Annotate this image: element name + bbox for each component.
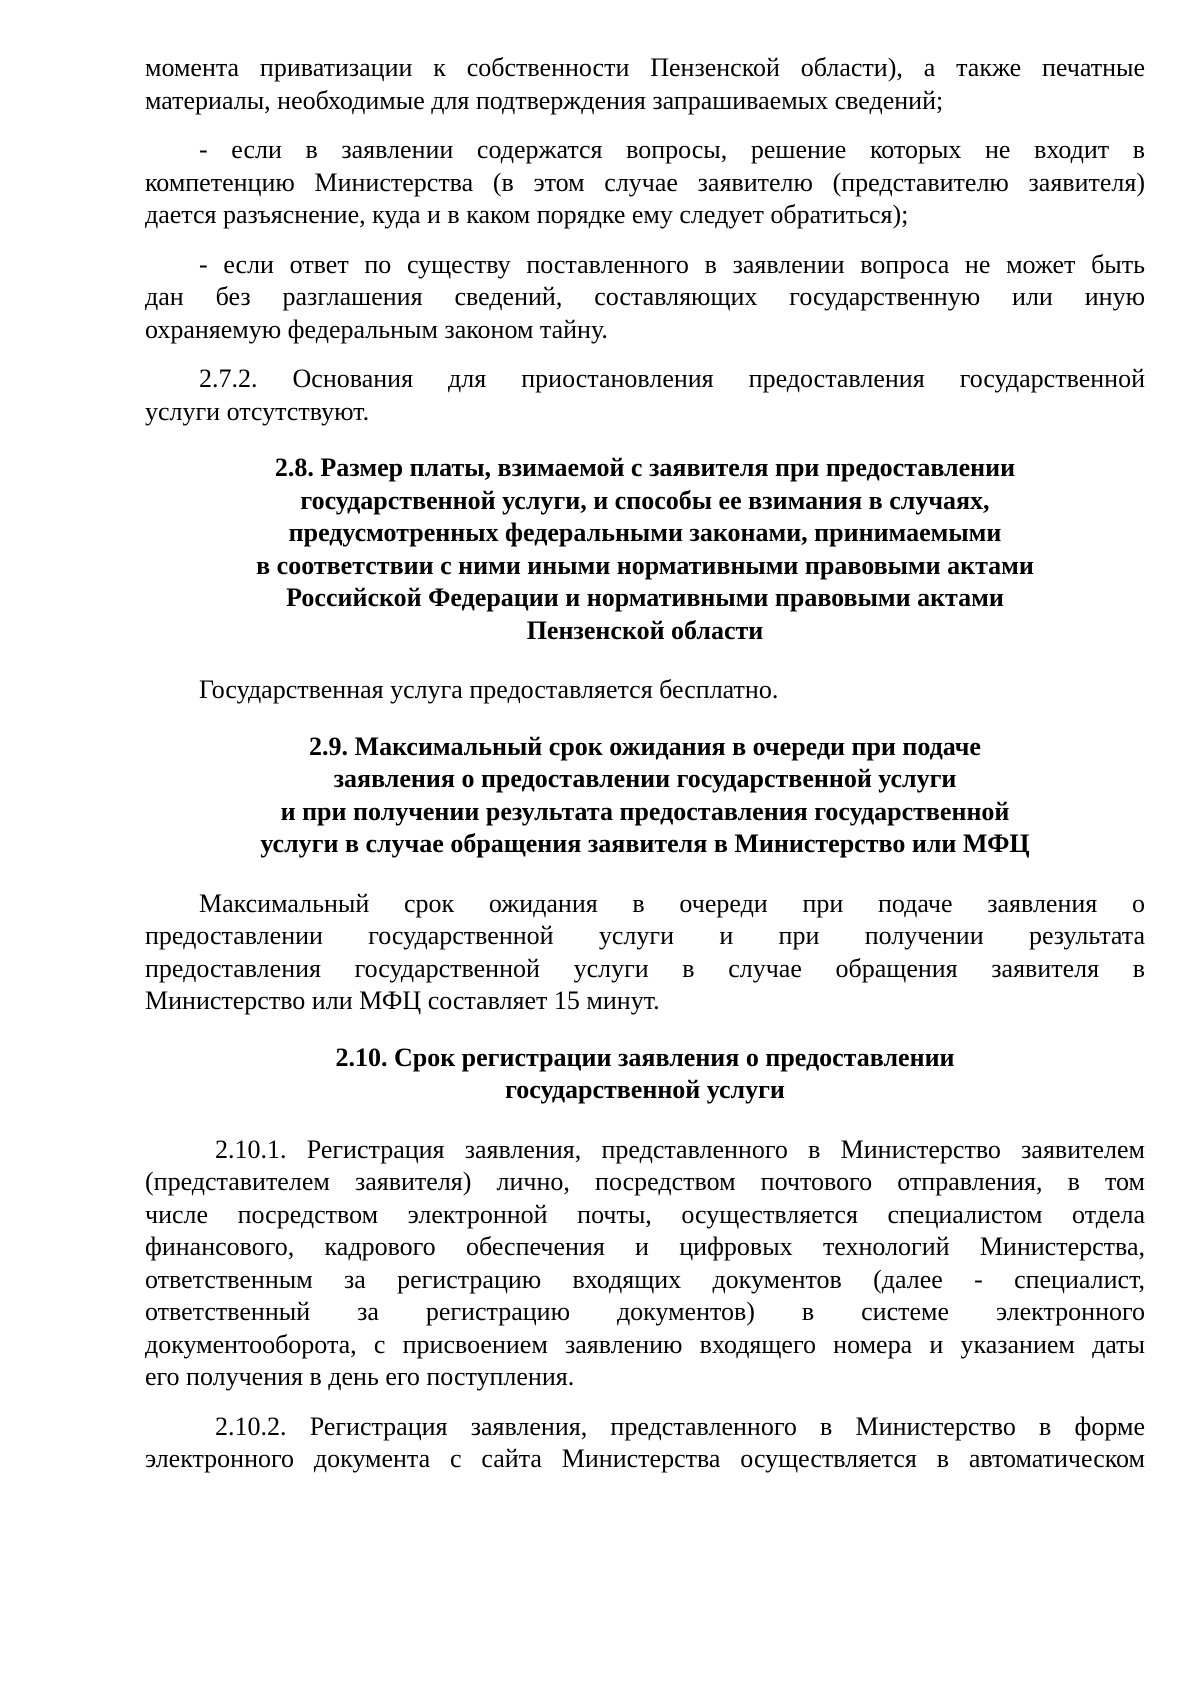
text-line: его получения в день его поступления. (145, 1362, 575, 1391)
heading-line: заявления о предоставлении государственной услуги (333, 764, 957, 793)
heading-line: услуги в случае обращения заявителя в Министерство или МФЦ (260, 829, 1030, 858)
text-line: компетенцию Министерства (в этом случае заявителю (представителю заявителя) (145, 167, 1145, 197)
text-line: финансового, кадрового обеспечения и цифровых технологий Министерства, (145, 1232, 1145, 1261)
heading-line: 2.10. Срок регистрации заявления о предоставлении (335, 1042, 955, 1072)
text-line: момента приватизации к собственности Пензенской области), а также печатные (145, 53, 1145, 82)
paragraph-2-9 (145, 888, 1145, 1018)
text-line: материалы, необходимые для подтверждения запрашиваемых сведений; (145, 85, 944, 115)
text-line: документооборота, с присвоением заявлению входящего номера и указанием даты (145, 1329, 1145, 1359)
text-line: Максимальный срок ожидания в очереди при подаче заявления о (199, 888, 1145, 918)
heading-line: государственной услуги (505, 1075, 785, 1104)
text-line: дается разъяснение, куда и в каком порядке ему следует обратиться); (145, 200, 909, 229)
section-heading-2-10 (145, 1042, 1145, 1107)
text-line: предоставлении государственной услуги и при получении результата (145, 921, 1145, 950)
paragraph-2-10-2 (145, 1411, 1145, 1476)
text-line: 2.10.2. Регистрация заявления, представленного в Министерство в форме (215, 1411, 1145, 1441)
text-line: ответственным за регистрацию входящих документов (далее - специалист, (145, 1264, 1145, 1294)
text-line: (представителем заявителя) лично, посредством почтового отправления, в том (145, 1167, 1145, 1196)
text-line: услуги отсутствуют. (145, 396, 370, 426)
heading-line: государственной услуги, и способы ее взимания в случаях, (300, 485, 990, 515)
text-line: 2.10.1. Регистрация заявления, представленного в Министерство заявителем (215, 1134, 1145, 1164)
heading-line: 2.9. Максимальный срок ожидания в очереди при подаче (309, 731, 981, 761)
heading-line: Российской Федерации и нормативными правовыми актами (286, 583, 1004, 612)
text-line: 2.7.2. Основания для приостановления предоставления государственной (199, 364, 1145, 393)
section-heading-2-8 (145, 452, 1145, 647)
paragraph-2-10-1 (145, 1134, 1145, 1394)
text-line: дан без разглашения сведений, составляющих государственную или иную (145, 282, 1145, 311)
text-line: - если ответ по существу поставленного в заявлении вопроса не может быть (199, 249, 1145, 279)
heading-line: и при получении результата предоставления государственной (280, 796, 1010, 826)
paragraph-free-service (145, 674, 1145, 707)
paragraph-2-7-2 (145, 363, 1145, 428)
heading-line: предусмотренных федеральными законами, принимаемыми (288, 518, 1002, 547)
heading-line: в соответствии с ними иными нормативными правовыми актами (256, 550, 1034, 580)
paragraph-dash-2 (145, 249, 1145, 347)
section-heading-2-9 (145, 731, 1145, 861)
heading-line: Пензенской области (526, 615, 764, 645)
heading-line: 2.8. Размер платы, взимаемой с заявителя при предоставлении (274, 453, 1016, 482)
text-line: - если в заявлении содержатся вопросы, решение которых не входит в (199, 135, 1145, 164)
text-line: числе посредством электронной почты, осуществляется специалистом отдела (145, 1199, 1145, 1229)
text-line: ответственный за регистрацию документов) в системе электронного (145, 1297, 1145, 1326)
paragraph-continuation (145, 52, 1145, 117)
text-line: электронного документа с сайта Министерства осуществляется в автоматическом (145, 1444, 1145, 1473)
text-line: Министерство или МФЦ составляет 15 минут. (145, 986, 660, 1015)
text-line: охраняемую федеральным законом тайну. (145, 314, 608, 344)
text-line: предоставления государственной услуги в случае обращения заявителя в (145, 953, 1145, 983)
document-page (145, 52, 1145, 1493)
paragraph-dash-1 (145, 134, 1145, 232)
text-line: Государственная услуга предоставляется бесплатно. (199, 675, 779, 704)
